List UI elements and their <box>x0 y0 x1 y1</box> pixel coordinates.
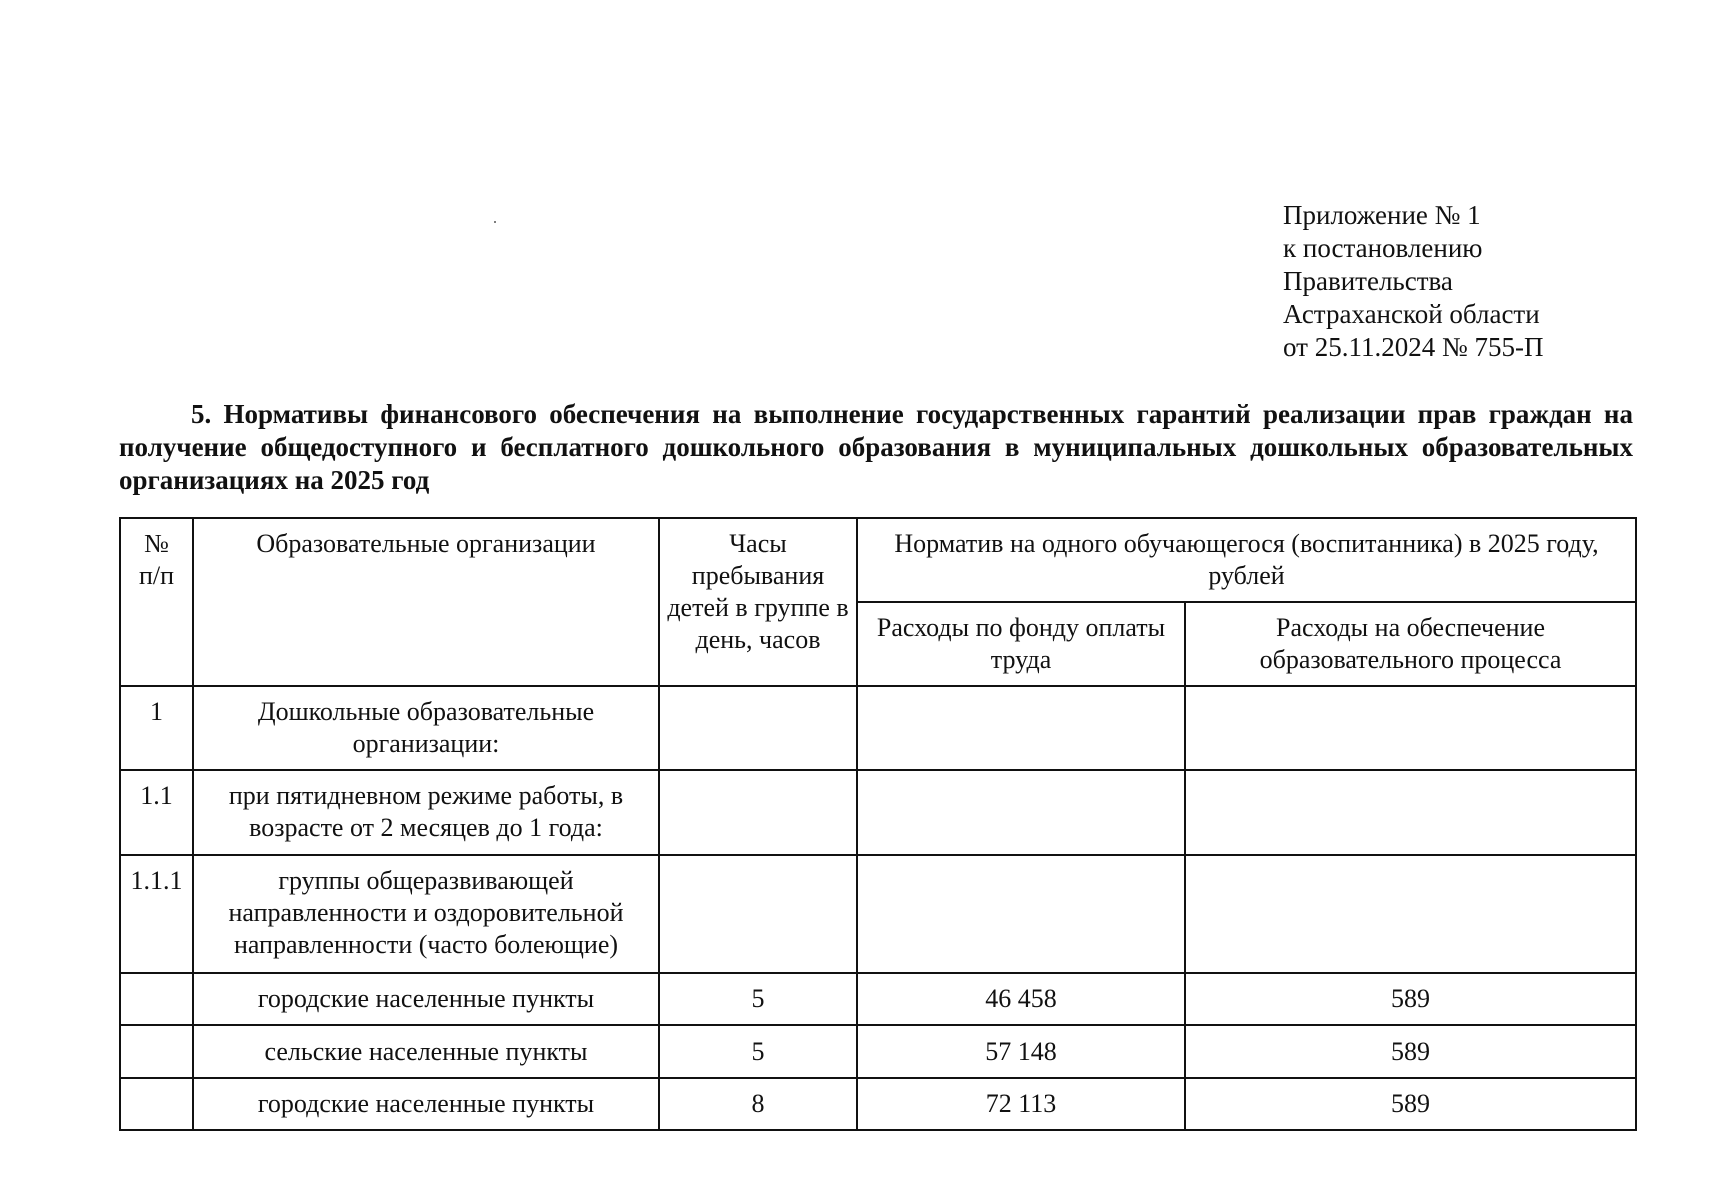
appendix-line: Астраханской области <box>1283 299 1540 329</box>
cell-org: при пятидневном режиме работы, в возрасте от 2 месяцев до 1 года: <box>193 770 659 855</box>
cell-hours: 5 <box>659 973 857 1025</box>
cell-edu: 589 <box>1185 1025 1636 1078</box>
cell-hours: 5 <box>659 1025 857 1078</box>
appendix-line: от 25.11.2024 № 755-П <box>1283 332 1544 362</box>
header-org: Образовательные организации <box>193 518 659 686</box>
cell-edu <box>1185 770 1636 855</box>
table-row <box>120 1025 1636 1078</box>
cell-org: Дошкольные образовательные организации: <box>193 686 659 770</box>
cell-num <box>120 1078 193 1130</box>
table-row <box>120 686 1636 770</box>
cell-num: 1 <box>120 686 193 770</box>
cell-org: городские населенные пункты <box>193 1078 659 1130</box>
appendix-line: Приложение № 1 <box>1283 200 1481 230</box>
scan-speck <box>494 221 496 223</box>
header-num: № п/п <box>120 518 193 686</box>
table-row <box>120 973 1636 1025</box>
cell-org: сельские населенные пункты <box>193 1025 659 1078</box>
cell-org: городские населенные пункты <box>193 973 659 1025</box>
cell-edu: 589 <box>1185 1078 1636 1130</box>
cell-edu <box>1185 855 1636 973</box>
cell-hours <box>659 770 857 855</box>
appendix-line: Правительства <box>1283 266 1453 296</box>
cell-edu <box>1185 686 1636 770</box>
appendix-line: к постановлению <box>1283 233 1483 263</box>
cell-fot: 46 458 <box>857 973 1185 1025</box>
cell-num <box>120 973 193 1025</box>
cell-edu: 589 <box>1185 973 1636 1025</box>
cell-hours <box>659 686 857 770</box>
cell-fot <box>857 855 1185 973</box>
header-edu: Расходы на обеспечение образовательного процесса <box>1185 602 1636 686</box>
cell-fot: 72 113 <box>857 1078 1185 1130</box>
appendix-block <box>1283 199 1543 364</box>
cell-num: 1.1 <box>120 770 193 855</box>
table-row <box>120 770 1636 855</box>
cell-fot <box>857 686 1185 770</box>
header-row <box>120 518 1636 602</box>
cell-fot <box>857 770 1185 855</box>
cell-num <box>120 1025 193 1078</box>
header-fot: Расходы по фонду оплаты труда <box>857 602 1185 686</box>
table-row <box>120 1078 1636 1130</box>
cell-hours: 8 <box>659 1078 857 1130</box>
section-heading: 5. Нормативы финансового обеспечения на выполнение государственных гарантий реализации прав граждан на получение общедоступного и бесплатного дошкольного образования в муниципальных дошкольных образовательных организациях на 2025 год <box>119 399 1633 495</box>
header-hours: Часы пребывания детей в группе в день, часов <box>659 518 857 686</box>
cell-org: группы общеразвивающей направленности и оздоровительной направленности (часто болеющие) <box>193 855 659 973</box>
cell-num: 1.1.1 <box>120 855 193 973</box>
header-norm: Норматив на одного обучающегося (воспитанника) в 2025 году, рублей <box>857 518 1636 602</box>
norms-table <box>119 517 1637 1131</box>
cell-fot: 57 148 <box>857 1025 1185 1078</box>
table-row <box>120 855 1636 973</box>
cell-hours <box>659 855 857 973</box>
